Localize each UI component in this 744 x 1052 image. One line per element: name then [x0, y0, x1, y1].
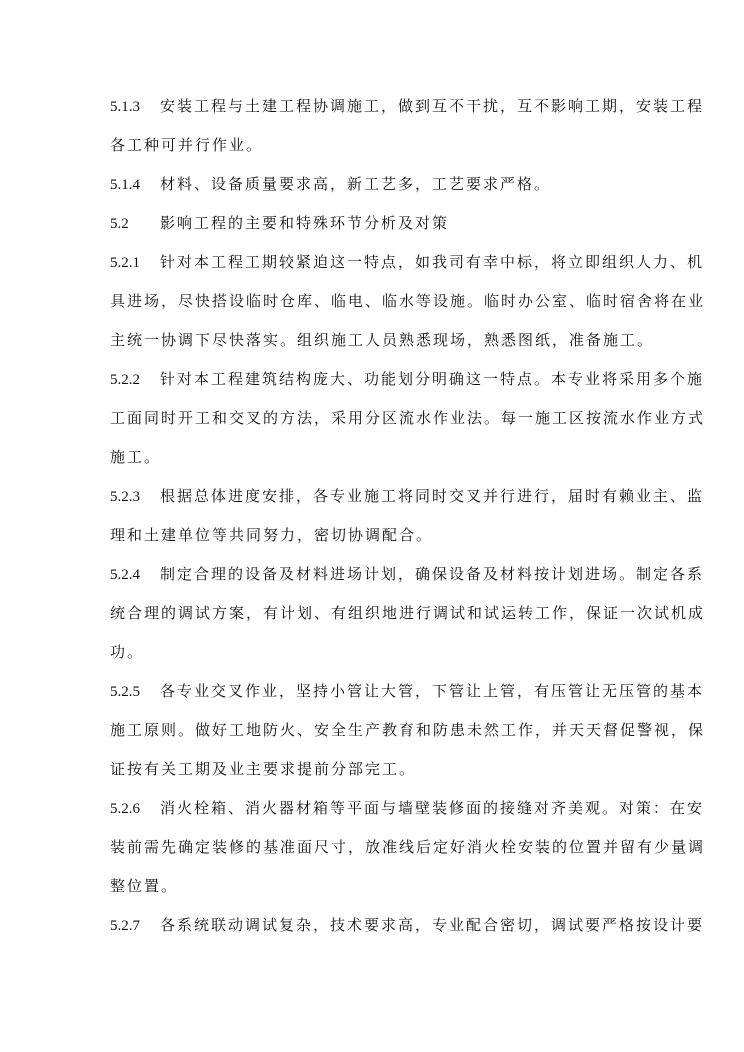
line-text: 施工原则。做好工地防火、安全生产教育和防患未然工作，并天天督促警视，保 [110, 723, 706, 739]
text-line [110, 790, 705, 829]
paragraph-5-2-4 [110, 556, 706, 673]
section-number: 5.2.1 [110, 255, 140, 271]
line-text: 各专业交叉作业，坚持小管让大管，下管让上管，有压管让无压管的基本 [160, 684, 705, 700]
text-line [110, 322, 655, 361]
line-text: 针对本工程工期较紧迫这一特点，如我司有幸中标，将立即组织人力、机 [160, 255, 705, 271]
line-text: 统合理的调试方案，有计划、有组织地进行调试和试运转工作，保证一次试机成 [110, 606, 706, 622]
text-line [110, 205, 632, 244]
text-line [110, 400, 706, 439]
line-text: 影响工程的主要和特殊环节分析及对策 [160, 216, 450, 232]
line-text: 安装工程与土建工程协调施工，做到互不干扰，互不影响工期，安装工程 [160, 99, 705, 115]
section-number: 5.2.6 [110, 801, 140, 817]
text-line [110, 829, 706, 868]
line-text: 消火栓箱、消火器材箱等平面与墙壁装修面的接缝对齐美观。对策：在安 [160, 801, 705, 817]
line-text: 工面同时开工和交叉的方法，采用分区流水作业法。每一施工区按流水作业方式 [110, 411, 706, 427]
section-number: 5.1.3 [110, 99, 140, 115]
line-text: 装前需先确定装修的基准面尺寸，放准线后定好消火栓安装的位置并留有少量调 [110, 840, 706, 856]
paragraph-5-2 [110, 205, 632, 244]
line-text: 功。 [110, 645, 145, 661]
section-number: 5.2.3 [110, 489, 140, 505]
paragraph-5-2-1 [110, 244, 706, 361]
text-line [110, 907, 705, 946]
text-line [110, 361, 705, 400]
line-text: 主统一协调下尽快落实。组织施工人员熟悉现场，熟悉图纸，准备施工。 [110, 333, 655, 349]
paragraph-5-2-6 [110, 790, 706, 907]
document-body [110, 88, 706, 946]
section-number: 5.1.4 [110, 177, 140, 193]
line-text: 制定合理的设备及材料进场计划，确保设备及材料按计划进场。制定各系 [160, 567, 705, 583]
text-line [110, 244, 705, 283]
text-line [110, 439, 632, 478]
line-text: 根据总体进度安排，各专业施工将同时交叉并行进行，届时有赖业主、监 [160, 489, 705, 505]
paragraph-5-2-7 [110, 907, 705, 946]
text-line [110, 712, 706, 751]
line-text: 具进场，尽快搭设临时仓库、临电、临水等设施。临时办公室、临时宿舍将在业 [110, 294, 706, 310]
paragraph-5-1-3 [110, 88, 705, 166]
text-line [110, 751, 632, 790]
line-text: 材料、设备质量要求高，新工艺多，工艺要求严格。 [160, 177, 552, 193]
section-number: 5.2 [110, 216, 129, 232]
line-text: 各系统联动调试复杂，技术要求高，专业配合密切，调试要严格按设计要 [160, 918, 705, 934]
text-line [110, 88, 705, 127]
paragraph-5-2-3 [110, 478, 705, 556]
section-number: 5.2.2 [110, 372, 140, 388]
text-line [110, 673, 705, 712]
section-number: 5.2.5 [110, 684, 140, 700]
line-text: 理和土建单位等共同努力，密切协调配合。 [110, 528, 434, 544]
text-line [110, 634, 632, 673]
line-text: 证按有关工期及业主要求提前分部完工。 [110, 762, 417, 778]
line-text: 各工种可并行作业。 [110, 138, 264, 154]
line-text: 针对本工程建筑结构庞大、功能划分明确这一特点。本专业将采用多个施 [160, 372, 705, 388]
text-line [110, 868, 632, 907]
text-line [110, 556, 705, 595]
section-number: 5.2.7 [110, 918, 140, 934]
line-text: 施工。 [110, 450, 162, 466]
section-number: 5.2.4 [110, 567, 140, 583]
text-line [110, 478, 705, 517]
text-line [110, 517, 632, 556]
text-line [110, 127, 632, 166]
paragraph-5-2-2 [110, 361, 706, 478]
text-line [110, 166, 632, 205]
text-line [110, 283, 706, 322]
paragraph-5-2-5 [110, 673, 706, 790]
line-text: 整位置。 [110, 879, 179, 895]
text-line [110, 595, 706, 634]
paragraph-5-1-4 [110, 166, 632, 205]
